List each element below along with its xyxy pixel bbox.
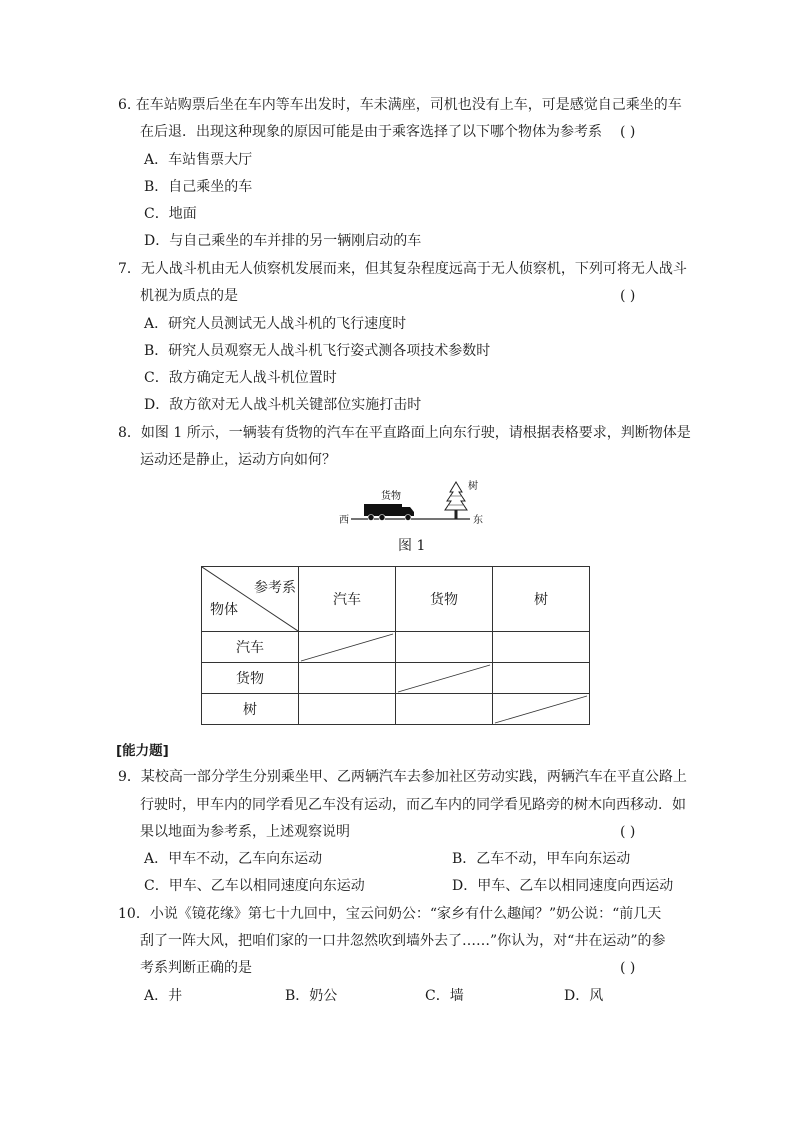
figure-truck-and-tree [335,474,490,532]
table-corner-header [202,567,299,632]
reference-frame-table [201,566,590,725]
tree-label: 树 [468,481,478,492]
table-cell-answer[interactable] [299,694,396,725]
row-header-cargo: 货物 [202,663,299,694]
east-label: 东 [473,515,483,526]
table-cell-answer[interactable] [396,632,493,663]
q10-stem-line3: 考系判断正确的是 [140,960,252,976]
q7-answer-blank: ( ) [620,288,636,304]
row-header-tree: 树 [202,694,299,725]
q10-stem-line1: 10．小说《镜花缘》第七十九回中，宝云问奶公：“家乡有什么趣闻？”奶公说：“前几天 [118,906,662,922]
col-header-tree: 树 [493,567,590,632]
q10-stem-line2: 刮了一阵大风，把咱们家的一口井忽然吹到墙外去了……”你认为，对“井在运动”的参 [140,933,666,949]
table-cell-answer[interactable] [493,632,590,663]
q9-option-d: D．甲车、乙车以相同速度向西运动 [452,878,674,894]
corner-object-label: 物体 [210,602,238,618]
table-cell-blocked [299,632,396,663]
table-cell-blocked [493,694,590,725]
q9-option-b: B．乙车不动，甲车向东运动 [452,851,631,867]
q10-answer-blank: ( ) [620,960,636,976]
cargo-label: 货物 [381,491,401,502]
west-label: 西 [339,515,349,526]
table-cell-answer[interactable] [493,663,590,694]
q9-answer-blank: ( ) [620,824,636,840]
tree-icon [445,482,467,519]
q9-option-a: A．甲车不动，乙车向东运动 [144,851,323,867]
q7-stem-line2: 机视为质点的是 [140,288,238,304]
q7-stem-line1: 7．无人战斗机由无人侦察机发展而来，但其复杂程度远高于无人侦察机，下列可将无人战斗 [118,261,687,277]
q6-stem-line2: 在后退．出现这种现象的原因可能是由于乘客选择了以下哪个物体为参考系 [140,124,602,140]
col-header-car: 汽车 [299,567,396,632]
q7-option-d: D．敌方欲对无人战斗机关键部位实施打击时 [144,397,422,413]
q6-option-d: D．与自己乘坐的车并排的另一辆刚启动的车 [144,233,422,249]
row-header-car: 汽车 [202,632,299,663]
section-title: [能力题] [116,743,169,759]
truck-road-illustration [335,474,490,532]
q9-stem-line1: 9．某校高一部分学生分别乘坐甲、乙两辆汽车去参加社区劳动实践，两辆汽车在平直公路上 [118,769,687,785]
q10-option-a: A．井 [144,988,183,1004]
q10-option-b: B．奶公 [285,988,338,1004]
figure-caption: 图 1 [398,538,426,554]
q10-option-d: D．风 [564,988,604,1004]
q8-stem-line2: 运动还是静止，运动方向如何？ [140,452,336,468]
col-header-cargo: 货物 [396,567,493,632]
q7-option-a: A．研究人员测试无人战斗机的飞行速度时 [144,316,407,332]
q6-option-b: B．自己乘坐的车 [144,179,253,195]
q6-stem-line1: 6. 在车站购票后坐在车内等车出发时，车未满座，司机也没有上车，可是感觉自己乘坐的车 [118,97,682,113]
q8-stem-line1: 8．如图 1 所示，一辆装有货物的汽车在平直路面上向东行驶，请根据表格要求，判断物体是 [118,425,691,441]
table-cell-answer[interactable] [299,663,396,694]
q7-option-c: C．敌方确定无人战斗机位置时 [144,370,337,386]
corner-reference-label: 参考系 [254,580,296,596]
q10-option-c: C．墙 [425,988,464,1004]
table-cell-blocked [396,663,493,694]
q6-answer-blank: ( ) [620,124,636,140]
q6-option-a: A．车站售票大厅 [144,152,253,168]
q6-option-c: C．地面 [144,206,197,222]
table-cell-answer[interactable] [396,694,493,725]
q9-stem-line3: 果以地面为参考系，上述观察说明 [140,824,350,840]
truck-cargo-box [364,504,402,516]
q9-option-c: C．甲车、乙车以相同速度向东运动 [144,878,365,894]
q7-option-b: B．研究人员观察无人战斗机飞行姿式测各项技术参数时 [144,343,491,359]
q9-stem-line2: 行驶时，甲车内的同学看见乙车没有运动，而乙车内的同学看见路旁的树木向西移动．如 [140,797,686,813]
